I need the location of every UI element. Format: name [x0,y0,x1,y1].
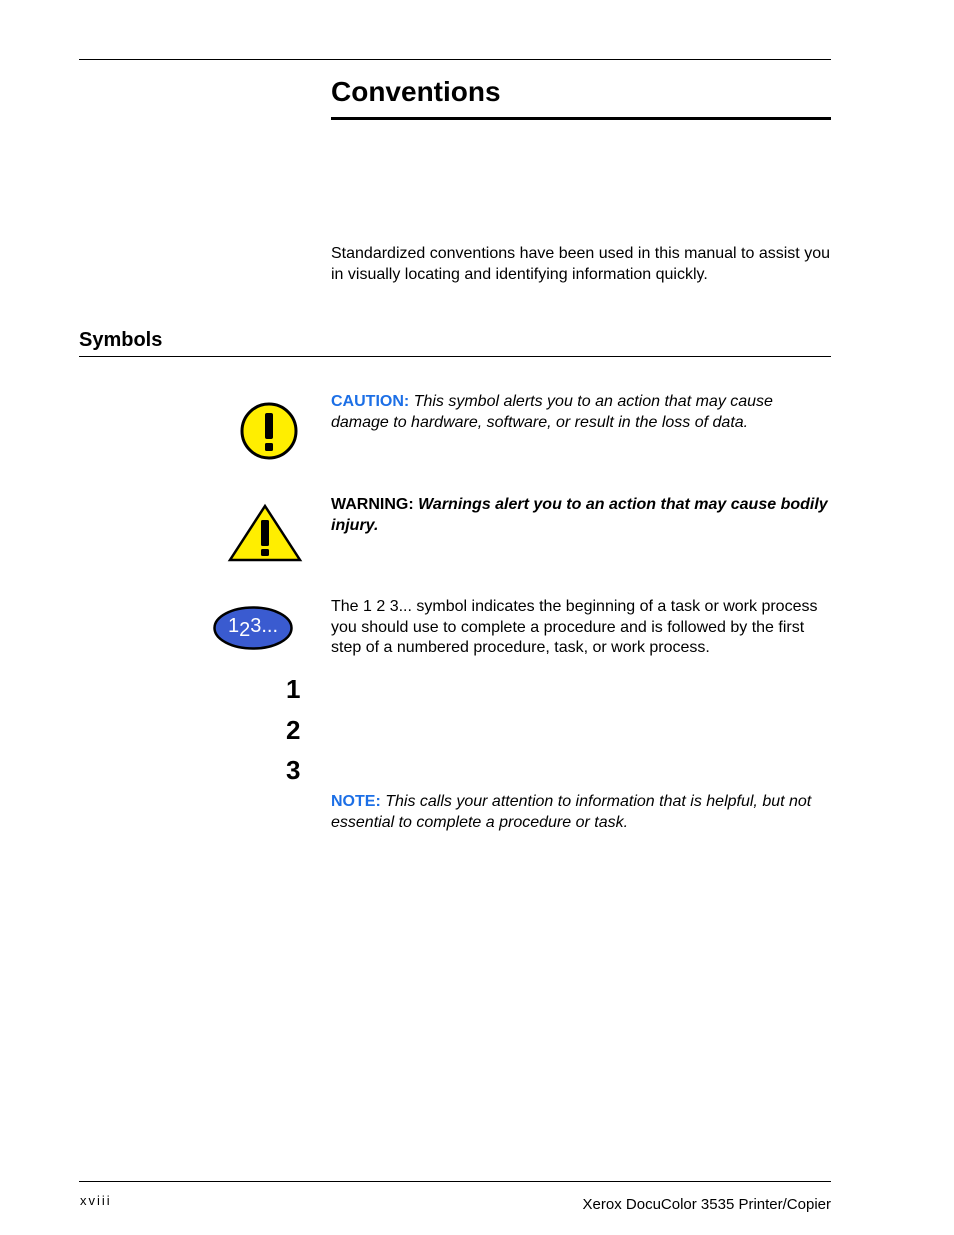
note-label: NOTE: [331,793,381,810]
badge-digit-1: 1 [228,615,240,637]
section-rule [79,356,831,357]
badge-digit-2: 2 [239,619,251,641]
procedure-paragraph: The 1 2 3... symbol indicates the beginning of a task or work process you should use to complete a procedure and is followed by the first step of a numbered procedure, task, or work process. [331,598,818,656]
caution-paragraph [331,392,831,433]
warning-label: WARNING: [331,496,414,513]
step-number-2: 2 [286,715,301,745]
procedure-badge-label [228,614,279,641]
badge-digit-3: 3... [250,615,279,637]
footer-page-number: xviii [80,1193,112,1208]
step-number-1: 1 [286,674,301,704]
warning-paragraph [331,495,831,536]
caution-circle-icon [239,401,299,461]
note-text: This calls your attention to information that is helpful, but not essential to complete a procedure or task. [331,793,812,831]
intro-paragraph: Standardized conventions have been used in this manual to assist you in visually locating and identifying information quickly. [331,245,830,283]
step-number-3: 3 [286,755,301,785]
title-underline [331,117,831,120]
top-rule [79,59,831,60]
caution-text: This symbol alerts you to an action that may cause damage to hardware, software, or result in the loss of data. [331,393,773,431]
footer-rule [79,1181,831,1182]
caution-label: CAUTION: [331,393,410,410]
footer-product-name: Xerox DocuColor 3535 Printer/Copier [582,1196,831,1213]
page-title: Conventions [331,76,501,107]
warning-triangle-icon [227,503,303,563]
section-heading-symbols: Symbols [79,329,163,351]
note-paragraph [331,792,831,833]
warning-text: Warnings alert you to an action that may cause bodily injury. [331,496,828,534]
procedure-123-icon [213,606,293,650]
